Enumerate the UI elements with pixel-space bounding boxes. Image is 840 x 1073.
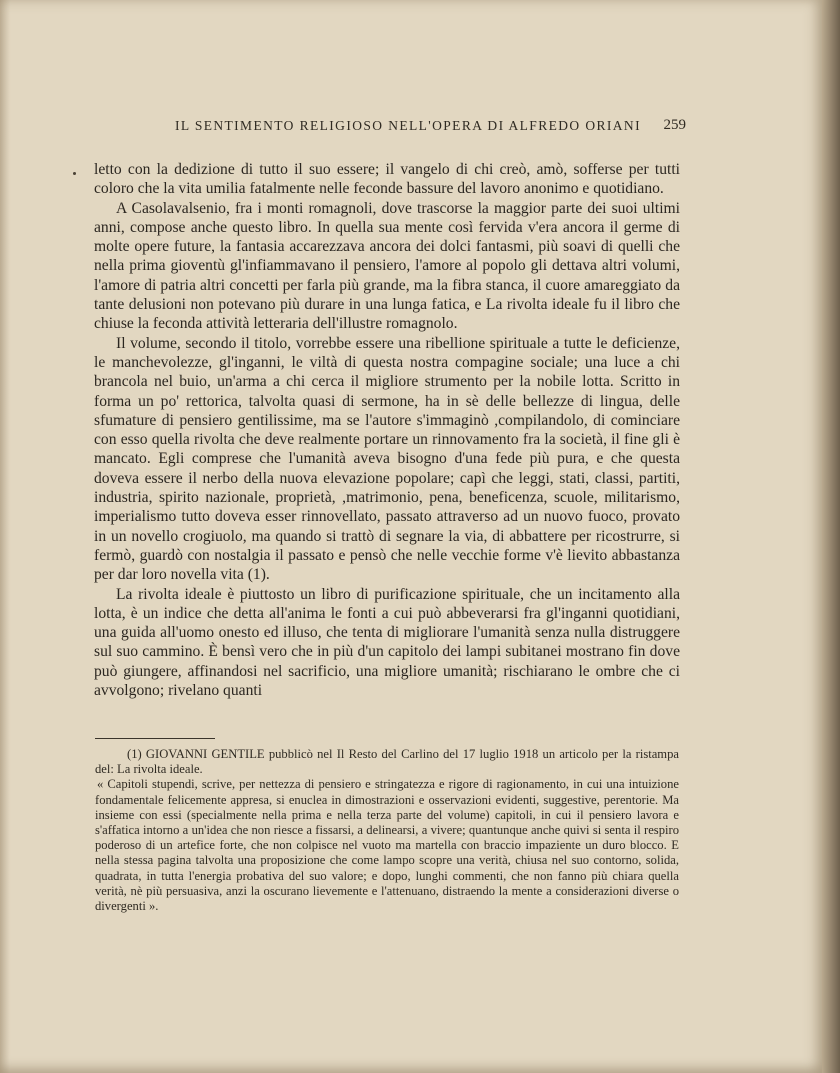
running-title: IL SENTIMENTO RELIGIOSO NELL'OPERA DI ALFREDO ORIANI bbox=[175, 118, 641, 133]
footnote-1: (1) GIOVANNI GENTILE pubblicò nel Il Resto del Carlino del 17 luglio 1918 un articolo per la ristampa del: La rivolta ideale. bbox=[95, 747, 679, 777]
page-edge bbox=[822, 0, 840, 1073]
spine-shadow bbox=[0, 0, 10, 1073]
footnote-rule bbox=[95, 738, 215, 739]
footnote-quote: « Capitoli stupendi, scrive, per nettezza di pensiero e stringatezza e rigore di ragionamento, in cui una intuizione fondamentale felicemente appresa, si enuclea in dimostrazioni e osservazioni evidenti, suggestive, perentorie. Ma insieme con essi (specialmente nella prima e nella terza parte del volume) capitoli, in cui il pensiero lavora e s'affatica intorno a un'idea che non riesce a fissarsi, a delinearsi, a vivere; quantunque anche quivi si senta il respiro poderoso di un artefice forte, che non colpisce nel vuoto ma martella con braccio impaziente un duro blocco. E nella stessa pagina talvolta una proposizione che come lampo scopre una verità, chiusa nel suo contorno, solida, quadrata, in tutta l'energia probativa del suo valore; e dopo, lunghi commenti, che non fanno più chiara quella verità, nè più persuasiva, anzi la oscurano lievemente e l'attenuano, distraendo la mente a considerazioni diverse o divergenti ». bbox=[95, 777, 679, 914]
page-number: 259 bbox=[663, 117, 686, 133]
paragraph-4: La rivolta ideale è piuttosto un libro di purificazione spirituale, che un incitamento alla lotta, è un indice che detta all'anima le fonti a cui può abbeverarsi fra gl'inganni quotidiani, una guida all'uomo onesto ed illuso, che tenta di migliorare l'umanità senza nulla distruggere sul suo cammino. È bensì vero che in più d'un capitolo dei lampi subitanei mostrano fin dove può giungere, affinandosi nel sacrificio, una migliore umanità; rischiarano le ombre che ci avvolgono; rivelano quanti bbox=[94, 585, 680, 700]
paragraph-1: letto con la dedizione di tutto il suo essere; il vangelo di chi creò, amò, sofferse per tutti coloro che la vita umilia fatalmente nelle feconde bassure del lavoro anonimo e quotidiano. bbox=[94, 161, 680, 198]
main-text bbox=[94, 160, 680, 700]
footnotes bbox=[95, 747, 679, 914]
paragraph-3: Il volume, secondo il titolo, vorrebbe essere una ribellione spirituale a tutte le deficienze, le manchevolezze, gl'inganni, le viltà di questa nostra compagine sociale; una luce a chi brancola nel buio, un'arma a chi cerca il migliore strumento per la nobile lotta. Scritto in forma un po' rettorica, talvolta quasi di sermone, ha in sè delle bellezze di lingua, delle sfumature di pensiero gentilissime, ma se l'autore s'immaginò ,compilandolo, di cominciare con esso quella rivolta che deve realmente portare un rinnovamento fra la società, il fine gli è mancato. Egli comprese che l'umanità aveva bisogno d'una fede più pura, e che questa doveva essere il nerbo della nuova elevazione popolare; capì che leggi, stati, classi, partiti, industria, spirito nazionale, proprietà, ,matrimonio, pena, beneficenza, scuole, militarismo, imperialismo tutto doveva esser rinnovellato, passato attraverso ad un nuovo fuoco, provato in un novello crogiuolo, ma quando si trattò di segnare la via, di abbattere per ricostrurre, si fermò, guardò con nostalgia il passato e pensò che nelle vecchie forme v'è lievito abbastanza per dar loro novella vita (1). bbox=[94, 334, 680, 584]
paragraph-2: A Casolavalsenio, fra i monti romagnoli, dove trascorse la maggior parte dei suoi ultimi anni, compose anche questo libro. In quella sua mente così fervida v'era ancora il germe di molte opere future, la fantasia accarezzava ancora dei dolci fantasmi, più soavi di quelli che nella prima gioventù gl'infiammavano il pensiero, l'amore al popolo gli dettava altri volumi, l'amore di patria altri concetti per farla più grande, ma la fibra stanca, il cuore amareggiato da tante delusioni non potevano più durare in una lunga fatica, e La rivolta ideale fu il libro che chiuse la feconda attività letteraria dell'illustre romagnolo. bbox=[94, 199, 680, 333]
ink-speck bbox=[73, 172, 76, 175]
